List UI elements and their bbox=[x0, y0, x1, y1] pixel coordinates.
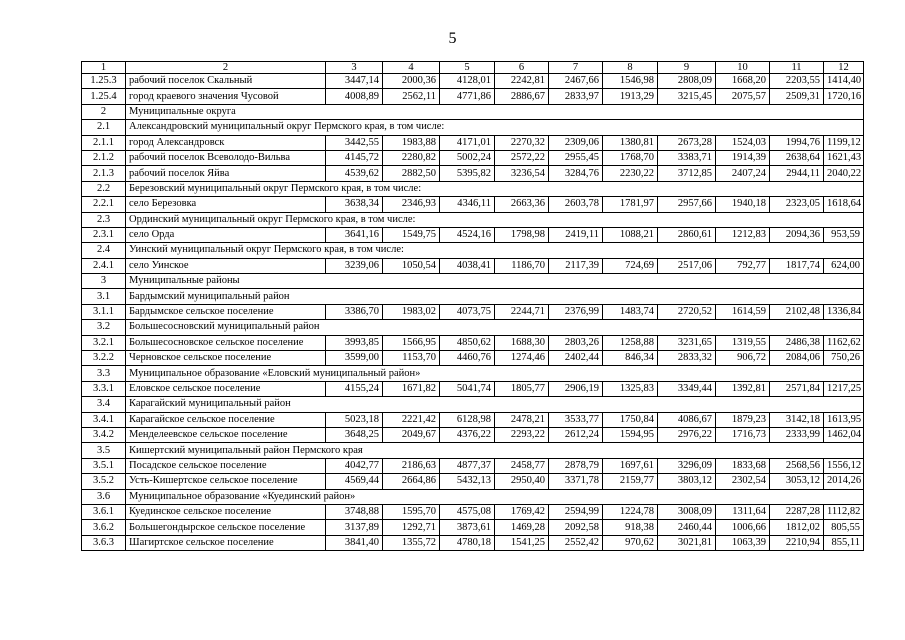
row-value: 1258,88 bbox=[603, 335, 658, 350]
row-value: 2000,36 bbox=[383, 74, 440, 89]
row-value: 906,72 bbox=[716, 351, 770, 366]
row-value: 1879,23 bbox=[716, 412, 770, 427]
row-value: 2210,94 bbox=[770, 535, 824, 550]
table-row bbox=[82, 351, 864, 366]
row-value: 5041,74 bbox=[440, 381, 495, 396]
row-value: 1914,39 bbox=[716, 150, 770, 165]
row-value: 1274,46 bbox=[495, 351, 549, 366]
row-value: 2833,32 bbox=[658, 351, 716, 366]
row-value: 2333,99 bbox=[770, 427, 824, 442]
table-row bbox=[82, 135, 864, 150]
row-value: 3638,34 bbox=[326, 197, 383, 212]
group-title: Карагайский муниципальный район bbox=[126, 397, 864, 412]
row-code: 3.2.2 bbox=[82, 351, 126, 366]
table-row bbox=[82, 150, 864, 165]
row-code: 2.1.3 bbox=[82, 166, 126, 181]
row-value: 1720,16 bbox=[824, 89, 864, 104]
row-value: 1112,82 bbox=[824, 504, 864, 519]
row-value: 2049,67 bbox=[383, 427, 440, 442]
row-name: Куединское сельское поселение bbox=[126, 504, 326, 519]
row-value: 3142,18 bbox=[770, 412, 824, 427]
row-value: 5395,82 bbox=[440, 166, 495, 181]
row-code: 3.6.1 bbox=[82, 504, 126, 519]
row-code: 2.2 bbox=[82, 181, 126, 196]
row-value: 624,00 bbox=[824, 258, 864, 273]
group-header-row bbox=[82, 181, 864, 196]
row-code: 2.1 bbox=[82, 120, 126, 135]
row-code: 2.3 bbox=[82, 212, 126, 227]
row-value: 4155,24 bbox=[326, 381, 383, 396]
group-header-row bbox=[82, 366, 864, 381]
row-value: 2571,84 bbox=[770, 381, 824, 396]
row-value: 2230,22 bbox=[603, 166, 658, 181]
group-header-row bbox=[82, 120, 864, 135]
group-header-row bbox=[82, 104, 864, 119]
column-number: 7 bbox=[549, 62, 603, 74]
row-value: 1292,71 bbox=[383, 520, 440, 535]
row-value: 1217,25 bbox=[824, 381, 864, 396]
row-value: 1006,66 bbox=[716, 520, 770, 535]
row-value: 1768,70 bbox=[603, 150, 658, 165]
row-value: 3873,61 bbox=[440, 520, 495, 535]
row-value: 3447,14 bbox=[326, 74, 383, 89]
row-code: 3.6.2 bbox=[82, 520, 126, 535]
row-value: 2664,86 bbox=[383, 474, 440, 489]
row-value: 4850,62 bbox=[440, 335, 495, 350]
table-row bbox=[82, 427, 864, 442]
group-header-row bbox=[82, 489, 864, 504]
row-value: 2293,22 bbox=[495, 427, 549, 442]
row-value: 4376,22 bbox=[440, 427, 495, 442]
row-value: 1671,82 bbox=[383, 381, 440, 396]
row-value: 1781,97 bbox=[603, 197, 658, 212]
row-value: 1805,77 bbox=[495, 381, 549, 396]
row-value: 724,69 bbox=[603, 258, 658, 273]
table-row bbox=[82, 535, 864, 550]
row-value: 2117,39 bbox=[549, 258, 603, 273]
row-value: 2376,99 bbox=[549, 304, 603, 319]
row-name: Черновское сельское поселение bbox=[126, 351, 326, 366]
row-value: 1614,59 bbox=[716, 304, 770, 319]
table-row bbox=[82, 520, 864, 535]
row-value: 2808,09 bbox=[658, 74, 716, 89]
column-number-row bbox=[82, 62, 864, 74]
row-value: 4524,16 bbox=[440, 227, 495, 242]
row-value: 2886,67 bbox=[495, 89, 549, 104]
row-value: 1546,98 bbox=[603, 74, 658, 89]
row-value: 1162,62 bbox=[824, 335, 864, 350]
row-value: 2478,21 bbox=[495, 412, 549, 427]
row-value: 1380,81 bbox=[603, 135, 658, 150]
row-value: 2803,26 bbox=[549, 335, 603, 350]
row-value: 3993,85 bbox=[326, 335, 383, 350]
column-number: 3 bbox=[326, 62, 383, 74]
row-value: 3231,65 bbox=[658, 335, 716, 350]
group-title: Уинский муниципальный округ Пермского края, в том числе: bbox=[126, 243, 864, 258]
row-value: 1556,12 bbox=[824, 458, 864, 473]
row-value: 1940,18 bbox=[716, 197, 770, 212]
row-value: 2720,52 bbox=[658, 304, 716, 319]
row-value: 3239,06 bbox=[326, 258, 383, 273]
column-number: 6 bbox=[495, 62, 549, 74]
row-value: 5002,24 bbox=[440, 150, 495, 165]
row-value: 2309,06 bbox=[549, 135, 603, 150]
row-value: 1750,84 bbox=[603, 412, 658, 427]
table-row bbox=[82, 227, 864, 242]
row-name: Менделеевское сельское поселение bbox=[126, 427, 326, 442]
row-value: 1566,95 bbox=[383, 335, 440, 350]
row-name: село Уинское bbox=[126, 258, 326, 273]
row-code: 3.6.3 bbox=[82, 535, 126, 550]
column-number: 11 bbox=[770, 62, 824, 74]
table-row bbox=[82, 258, 864, 273]
row-value: 3137,89 bbox=[326, 520, 383, 535]
row-value: 2221,42 bbox=[383, 412, 440, 427]
row-value: 1063,39 bbox=[716, 535, 770, 550]
row-value: 2159,77 bbox=[603, 474, 658, 489]
row-value: 6128,98 bbox=[440, 412, 495, 427]
row-value: 1050,54 bbox=[383, 258, 440, 273]
row-value: 2419,11 bbox=[549, 227, 603, 242]
table-row bbox=[82, 381, 864, 396]
row-value: 3803,12 bbox=[658, 474, 716, 489]
group-title: Кишертский муниципальный район Пермского края bbox=[126, 443, 864, 458]
row-value: 1483,74 bbox=[603, 304, 658, 319]
row-code: 2.3.1 bbox=[82, 227, 126, 242]
row-value: 1414,40 bbox=[824, 74, 864, 89]
row-value: 1541,25 bbox=[495, 535, 549, 550]
row-value: 1186,70 bbox=[495, 258, 549, 273]
row-value: 2562,11 bbox=[383, 89, 440, 104]
row-code: 3.5.1 bbox=[82, 458, 126, 473]
row-value: 2203,55 bbox=[770, 74, 824, 89]
row-value: 2517,06 bbox=[658, 258, 716, 273]
row-value: 2950,40 bbox=[495, 474, 549, 489]
row-value: 4346,11 bbox=[440, 197, 495, 212]
group-title: Муниципальное образование «Еловский муниципальный район» bbox=[126, 366, 864, 381]
row-name: Еловское сельское поселение bbox=[126, 381, 326, 396]
row-value: 1833,68 bbox=[716, 458, 770, 473]
row-code: 1.25.3 bbox=[82, 74, 126, 89]
row-value: 2882,50 bbox=[383, 166, 440, 181]
row-value: 2094,36 bbox=[770, 227, 824, 242]
row-name: город краевого значения Чусовой bbox=[126, 89, 326, 104]
row-value: 1913,29 bbox=[603, 89, 658, 104]
row-value: 2509,31 bbox=[770, 89, 824, 104]
column-number: 2 bbox=[126, 62, 326, 74]
table-row bbox=[82, 74, 864, 89]
row-value: 2242,81 bbox=[495, 74, 549, 89]
row-code: 3.4.2 bbox=[82, 427, 126, 442]
page-number: 5 bbox=[448, 30, 457, 47]
row-value: 1153,70 bbox=[383, 351, 440, 366]
row-code: 3.3 bbox=[82, 366, 126, 381]
row-value: 750,26 bbox=[824, 351, 864, 366]
row-value: 2638,64 bbox=[770, 150, 824, 165]
row-name: Большесосновское сельское поселение bbox=[126, 335, 326, 350]
row-value: 2594,99 bbox=[549, 504, 603, 519]
row-name: Усть-Кишертское сельское поселение bbox=[126, 474, 326, 489]
row-name: Бардымское сельское поселение bbox=[126, 304, 326, 319]
row-value: 2663,36 bbox=[495, 197, 549, 212]
row-value: 1817,74 bbox=[770, 258, 824, 273]
row-value: 2673,28 bbox=[658, 135, 716, 150]
row-value: 3008,09 bbox=[658, 504, 716, 519]
row-value: 2280,82 bbox=[383, 150, 440, 165]
row-value: 3383,71 bbox=[658, 150, 716, 165]
row-name: рабочий поселок Скальный bbox=[126, 74, 326, 89]
row-value: 3748,88 bbox=[326, 504, 383, 519]
row-value: 1392,81 bbox=[716, 381, 770, 396]
row-code: 3.4 bbox=[82, 397, 126, 412]
row-code: 2.2.1 bbox=[82, 197, 126, 212]
row-value: 1621,43 bbox=[824, 150, 864, 165]
row-value: 2568,56 bbox=[770, 458, 824, 473]
row-value: 3371,78 bbox=[549, 474, 603, 489]
row-code: 3.4.1 bbox=[82, 412, 126, 427]
row-value: 2957,66 bbox=[658, 197, 716, 212]
row-value: 4539,62 bbox=[326, 166, 383, 181]
row-value: 4038,41 bbox=[440, 258, 495, 273]
row-value: 4877,37 bbox=[440, 458, 495, 473]
row-value: 3442,55 bbox=[326, 135, 383, 150]
row-value: 1325,83 bbox=[603, 381, 658, 396]
row-value: 1524,03 bbox=[716, 135, 770, 150]
row-value: 1613,95 bbox=[824, 412, 864, 427]
tariff-table bbox=[81, 61, 864, 551]
group-header-row bbox=[82, 289, 864, 304]
row-value: 2084,06 bbox=[770, 351, 824, 366]
row-code: 3.5 bbox=[82, 443, 126, 458]
row-value: 3641,16 bbox=[326, 227, 383, 242]
row-name: Шагиртское сельское поселение bbox=[126, 535, 326, 550]
row-value: 1469,28 bbox=[495, 520, 549, 535]
group-header-row bbox=[82, 397, 864, 412]
group-header-row bbox=[82, 212, 864, 227]
table-row bbox=[82, 89, 864, 104]
row-code: 3.2.1 bbox=[82, 335, 126, 350]
row-value: 1199,12 bbox=[824, 135, 864, 150]
row-name: село Березовка bbox=[126, 197, 326, 212]
table-row bbox=[82, 197, 864, 212]
row-code: 2 bbox=[82, 104, 126, 119]
row-code: 3.6 bbox=[82, 489, 126, 504]
row-value: 3841,40 bbox=[326, 535, 383, 550]
column-number: 12 bbox=[824, 62, 864, 74]
group-header-row bbox=[82, 443, 864, 458]
row-value: 2460,44 bbox=[658, 520, 716, 535]
table-row bbox=[82, 458, 864, 473]
row-value: 2833,97 bbox=[549, 89, 603, 104]
row-value: 2976,22 bbox=[658, 427, 716, 442]
group-title: Большесосновский муниципальный район bbox=[126, 320, 864, 335]
group-header-row bbox=[82, 274, 864, 289]
row-value: 3236,54 bbox=[495, 166, 549, 181]
row-value: 855,11 bbox=[824, 535, 864, 550]
row-value: 3386,70 bbox=[326, 304, 383, 319]
row-value: 1224,78 bbox=[603, 504, 658, 519]
row-value: 2092,58 bbox=[549, 520, 603, 535]
row-code: 3.5.2 bbox=[82, 474, 126, 489]
row-value: 2612,24 bbox=[549, 427, 603, 442]
row-value: 5023,18 bbox=[326, 412, 383, 427]
row-name: рабочий поселок Всеволодо-Вильва bbox=[126, 150, 326, 165]
row-value: 1812,02 bbox=[770, 520, 824, 535]
row-value: 2270,32 bbox=[495, 135, 549, 150]
row-value: 4171,01 bbox=[440, 135, 495, 150]
row-value: 4771,86 bbox=[440, 89, 495, 104]
row-value: 1983,88 bbox=[383, 135, 440, 150]
row-name: село Орда bbox=[126, 227, 326, 242]
table-row bbox=[82, 474, 864, 489]
row-value: 1319,55 bbox=[716, 335, 770, 350]
row-value: 2552,42 bbox=[549, 535, 603, 550]
row-value: 4145,72 bbox=[326, 150, 383, 165]
row-value: 2287,28 bbox=[770, 504, 824, 519]
row-value: 1549,75 bbox=[383, 227, 440, 242]
row-name: город Александровск bbox=[126, 135, 326, 150]
column-number: 5 bbox=[440, 62, 495, 74]
row-value: 2186,63 bbox=[383, 458, 440, 473]
table-row bbox=[82, 166, 864, 181]
row-value: 2860,61 bbox=[658, 227, 716, 242]
row-value: 1798,98 bbox=[495, 227, 549, 242]
row-value: 2603,78 bbox=[549, 197, 603, 212]
column-number: 4 bbox=[383, 62, 440, 74]
row-value: 1355,72 bbox=[383, 535, 440, 550]
row-code: 1.25.4 bbox=[82, 89, 126, 104]
row-value: 1311,64 bbox=[716, 504, 770, 519]
row-value: 1697,61 bbox=[603, 458, 658, 473]
row-value: 2467,66 bbox=[549, 74, 603, 89]
row-value: 2955,45 bbox=[549, 150, 603, 165]
row-value: 2407,24 bbox=[716, 166, 770, 181]
row-value: 5432,13 bbox=[440, 474, 495, 489]
row-value: 1994,76 bbox=[770, 135, 824, 150]
row-code: 3.2 bbox=[82, 320, 126, 335]
row-value: 4128,01 bbox=[440, 74, 495, 89]
row-code: 3 bbox=[82, 274, 126, 289]
row-value: 4042,77 bbox=[326, 458, 383, 473]
row-value: 4086,67 bbox=[658, 412, 716, 427]
row-code: 2.1.2 bbox=[82, 150, 126, 165]
row-value: 2486,38 bbox=[770, 335, 824, 350]
row-value: 2302,54 bbox=[716, 474, 770, 489]
row-value: 4073,75 bbox=[440, 304, 495, 319]
group-title: Муниципальные округа bbox=[126, 104, 864, 119]
row-value: 3021,81 bbox=[658, 535, 716, 550]
row-value: 2102,48 bbox=[770, 304, 824, 319]
table-row bbox=[82, 335, 864, 350]
row-value: 2040,22 bbox=[824, 166, 864, 181]
row-value: 4460,76 bbox=[440, 351, 495, 366]
row-code: 3.1.1 bbox=[82, 304, 126, 319]
column-number: 9 bbox=[658, 62, 716, 74]
row-value: 2323,05 bbox=[770, 197, 824, 212]
row-value: 3296,09 bbox=[658, 458, 716, 473]
group-title: Ординский муниципальный округ Пермского края, в том числе: bbox=[126, 212, 864, 227]
group-title: Березовский муниципальный округ Пермского края, в том числе: bbox=[126, 181, 864, 196]
row-code: 2.4.1 bbox=[82, 258, 126, 273]
row-value: 2244,71 bbox=[495, 304, 549, 319]
row-value: 4569,44 bbox=[326, 474, 383, 489]
row-value: 2878,79 bbox=[549, 458, 603, 473]
table-row bbox=[82, 412, 864, 427]
row-code: 2.1.1 bbox=[82, 135, 126, 150]
row-value: 1769,42 bbox=[495, 504, 549, 519]
row-value: 4575,08 bbox=[440, 504, 495, 519]
row-value: 2075,57 bbox=[716, 89, 770, 104]
row-value: 1088,21 bbox=[603, 227, 658, 242]
row-value: 1336,84 bbox=[824, 304, 864, 319]
row-value: 3053,12 bbox=[770, 474, 824, 489]
group-title: Муниципальное образование «Куединский район» bbox=[126, 489, 864, 504]
row-value: 953,59 bbox=[824, 227, 864, 242]
row-value: 1716,73 bbox=[716, 427, 770, 442]
row-value: 4008,89 bbox=[326, 89, 383, 104]
table-row bbox=[82, 304, 864, 319]
column-number: 10 bbox=[716, 62, 770, 74]
row-value: 2014,26 bbox=[824, 474, 864, 489]
row-name: Посадское сельское поселение bbox=[126, 458, 326, 473]
row-value: 1212,83 bbox=[716, 227, 770, 242]
row-value: 970,62 bbox=[603, 535, 658, 550]
group-title: Муниципальные районы bbox=[126, 274, 864, 289]
group-title: Бардымский муниципальный район bbox=[126, 289, 864, 304]
row-value: 3648,25 bbox=[326, 427, 383, 442]
row-name: Большегондырское сельское поселение bbox=[126, 520, 326, 535]
table-row bbox=[82, 504, 864, 519]
row-code: 3.3.1 bbox=[82, 381, 126, 396]
row-value: 1594,95 bbox=[603, 427, 658, 442]
row-value: 2402,44 bbox=[549, 351, 603, 366]
row-code: 2.4 bbox=[82, 243, 126, 258]
row-value: 2572,22 bbox=[495, 150, 549, 165]
row-value: 3284,76 bbox=[549, 166, 603, 181]
row-value: 805,55 bbox=[824, 520, 864, 535]
row-value: 2458,77 bbox=[495, 458, 549, 473]
group-title: Александровский муниципальный округ Пермского края, в том числе: bbox=[126, 120, 864, 135]
group-header-row bbox=[82, 320, 864, 335]
row-value: 2346,93 bbox=[383, 197, 440, 212]
row-value: 1462,04 bbox=[824, 427, 864, 442]
row-value: 792,77 bbox=[716, 258, 770, 273]
column-number: 8 bbox=[603, 62, 658, 74]
row-value: 1668,20 bbox=[716, 74, 770, 89]
row-value: 4780,18 bbox=[440, 535, 495, 550]
column-number: 1 bbox=[82, 62, 126, 74]
row-value: 1595,70 bbox=[383, 504, 440, 519]
row-value: 3215,45 bbox=[658, 89, 716, 104]
row-value: 3533,77 bbox=[549, 412, 603, 427]
row-value: 3599,00 bbox=[326, 351, 383, 366]
row-value: 846,34 bbox=[603, 351, 658, 366]
row-value: 1618,64 bbox=[824, 197, 864, 212]
row-name: рабочий поселок Яйва bbox=[126, 166, 326, 181]
row-value: 1688,30 bbox=[495, 335, 549, 350]
row-code: 3.1 bbox=[82, 289, 126, 304]
row-name: Карагайское сельское поселение bbox=[126, 412, 326, 427]
row-value: 918,38 bbox=[603, 520, 658, 535]
row-value: 3349,44 bbox=[658, 381, 716, 396]
row-value: 1983,02 bbox=[383, 304, 440, 319]
row-value: 2944,11 bbox=[770, 166, 824, 181]
row-value: 2906,19 bbox=[549, 381, 603, 396]
group-header-row bbox=[82, 243, 864, 258]
row-value: 3712,85 bbox=[658, 166, 716, 181]
